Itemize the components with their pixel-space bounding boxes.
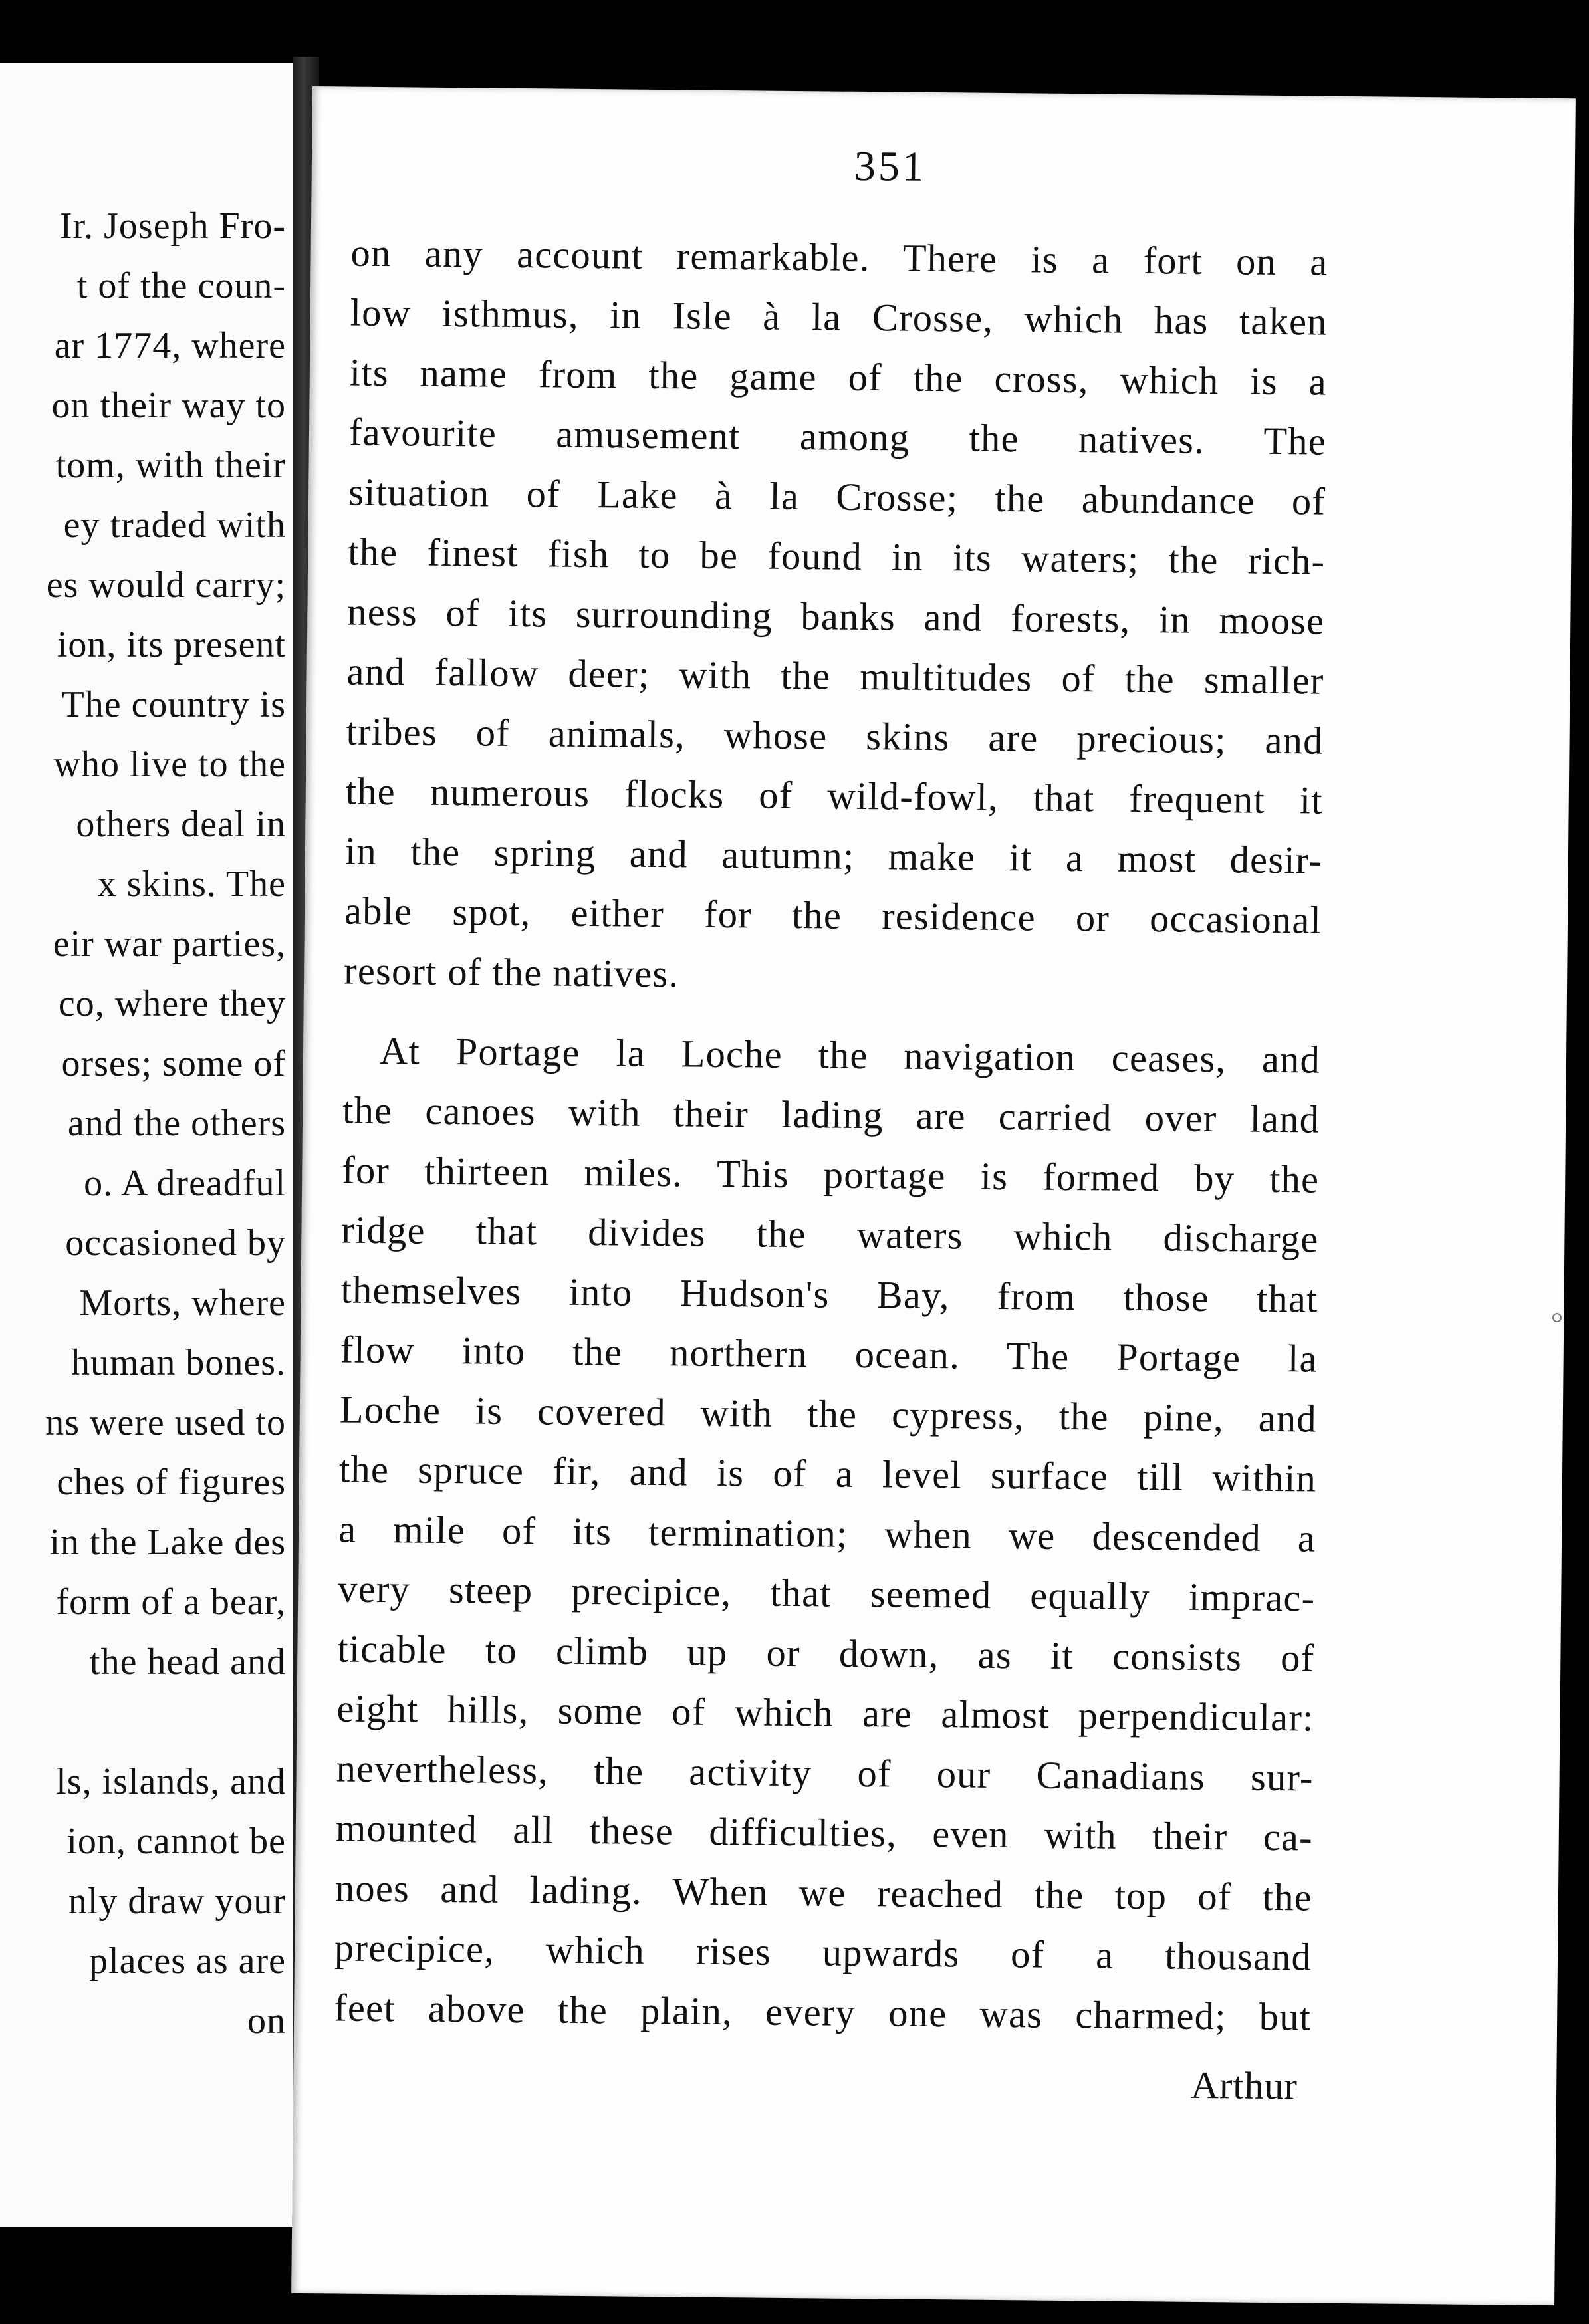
left-page-line: x skins. The [97, 864, 286, 905]
left-page-line: human bones. [70, 1342, 286, 1383]
text-line: the finest fish to be found in its waters; the rich- [347, 530, 1326, 583]
left-page-line: the head and [90, 1641, 286, 1683]
text-line: able spot, either for the residence or occasional [344, 889, 1322, 942]
page-number: 351 [854, 142, 927, 190]
text-line: tribes of animals, whose skins are precious; and [346, 709, 1324, 762]
text-line: favourite amusement among the natives. The [348, 410, 1327, 463]
text-line: nevertheless, the activity of our Canadians sur- [336, 1746, 1314, 1800]
text-line: mounted all these difficulties, even with their ca- [335, 1806, 1314, 1859]
left-page-line: co, where they [58, 983, 286, 1024]
left-page-line: t of the coun- [76, 265, 286, 306]
left-page-line: o. A dreadful [84, 1163, 286, 1204]
left-page-line: on [247, 2000, 286, 2041]
right-page [291, 86, 1576, 2305]
left-page-line: ls, islands, and [56, 1761, 286, 1802]
left-page-line: ches of figures [57, 1462, 286, 1503]
left-page-line: Morts, where [79, 1282, 286, 1324]
text-line: ness of its surrounding banks and forests, in moose [347, 590, 1325, 643]
left-page-line: ion, cannot be [66, 1821, 286, 1862]
left-page-line: and the others [67, 1103, 286, 1144]
text-line: Loche is covered with the cypress, the pine, and [339, 1387, 1318, 1441]
left-page-line: ar 1774, where [54, 325, 286, 366]
left-page-line: ey traded with [63, 505, 286, 546]
left-page-line: occasioned by [65, 1222, 286, 1264]
text-line: low isthmus, in Isle à la Crosse, which has taken [350, 290, 1328, 344]
text-line: its name from the game of the cross, which is a [349, 350, 1328, 404]
left-page-line: The country is [61, 684, 286, 725]
text-line: themselves into Hudson's Bay, from those that [340, 1268, 1318, 1321]
page-body-text [334, 223, 1328, 2047]
text-line: flow into the northern ocean. The Portage la [340, 1328, 1318, 1381]
left-page-line: form of a bear, [56, 1581, 286, 1623]
text-line: resort of the natives. [343, 949, 679, 996]
text-line: on any account remarkable. There is a fort on a [350, 231, 1328, 284]
text-line: for thirteen miles. This portage is formed by the [342, 1148, 1320, 1201]
text-line: the canoes with their lading are carried over land [342, 1088, 1320, 1141]
text-line: a mile of its termination; when we descended a [338, 1507, 1316, 1560]
text-line: ticable to climb up or down, as it consists of [337, 1627, 1315, 1680]
text-line: At Portage la Loche the navigation ceases, and [379, 1029, 1321, 1082]
left-page-line: eir war parties, [53, 923, 286, 965]
catchword: Arthur [1190, 2063, 1298, 2108]
text-line: noes and lading. When we reached the top of the [334, 1866, 1313, 1919]
text-line: very steep precipice, that seemed equally imprac- [337, 1567, 1316, 1620]
left-page-line: in the Lake des [49, 1522, 286, 1563]
left-page-line: places as are [89, 1940, 286, 1982]
text-line: in the spring and autumn; make it a most desir- [344, 829, 1323, 882]
text-line: feet above the plain, every one was charmed; but [333, 1986, 1312, 2039]
scan-speck [1552, 1313, 1562, 1322]
text-line: precipice, which rises upwards of a thousand [334, 1926, 1312, 1979]
text-line: situation of Lake à la Crosse; the abundance of [348, 470, 1326, 523]
left-page-line: nly draw your [68, 1881, 286, 1922]
left-page-line: others deal in [76, 804, 286, 845]
left-page-fragment [0, 63, 295, 2227]
text-line: eight hills, some of which are almost perpendicular: [336, 1686, 1314, 1740]
text-line: the numerous flocks of wild-fowl, that frequent it [345, 769, 1324, 822]
text-line: and fallow deer; with the multitudes of the smaller [346, 649, 1324, 703]
text-line: the spruce fir, and is of a level surface till within [338, 1447, 1317, 1500]
left-page-line [0, 1692, 286, 1752]
left-page-line: orses; some of [61, 1043, 286, 1084]
text-line: ridge that divides the waters which discharge [341, 1208, 1319, 1261]
left-page-line: ns were used to [45, 1402, 286, 1443]
left-page-line: on their way to [51, 385, 286, 426]
left-page-line: tom, with their [55, 445, 286, 486]
left-page-text [0, 196, 286, 2051]
left-page-line: who live to the [53, 744, 286, 785]
left-page-line: es would carry; [46, 564, 286, 606]
left-page-line: Ir. Joseph Fro- [59, 205, 286, 247]
left-page-line: ion, its present [57, 624, 286, 665]
